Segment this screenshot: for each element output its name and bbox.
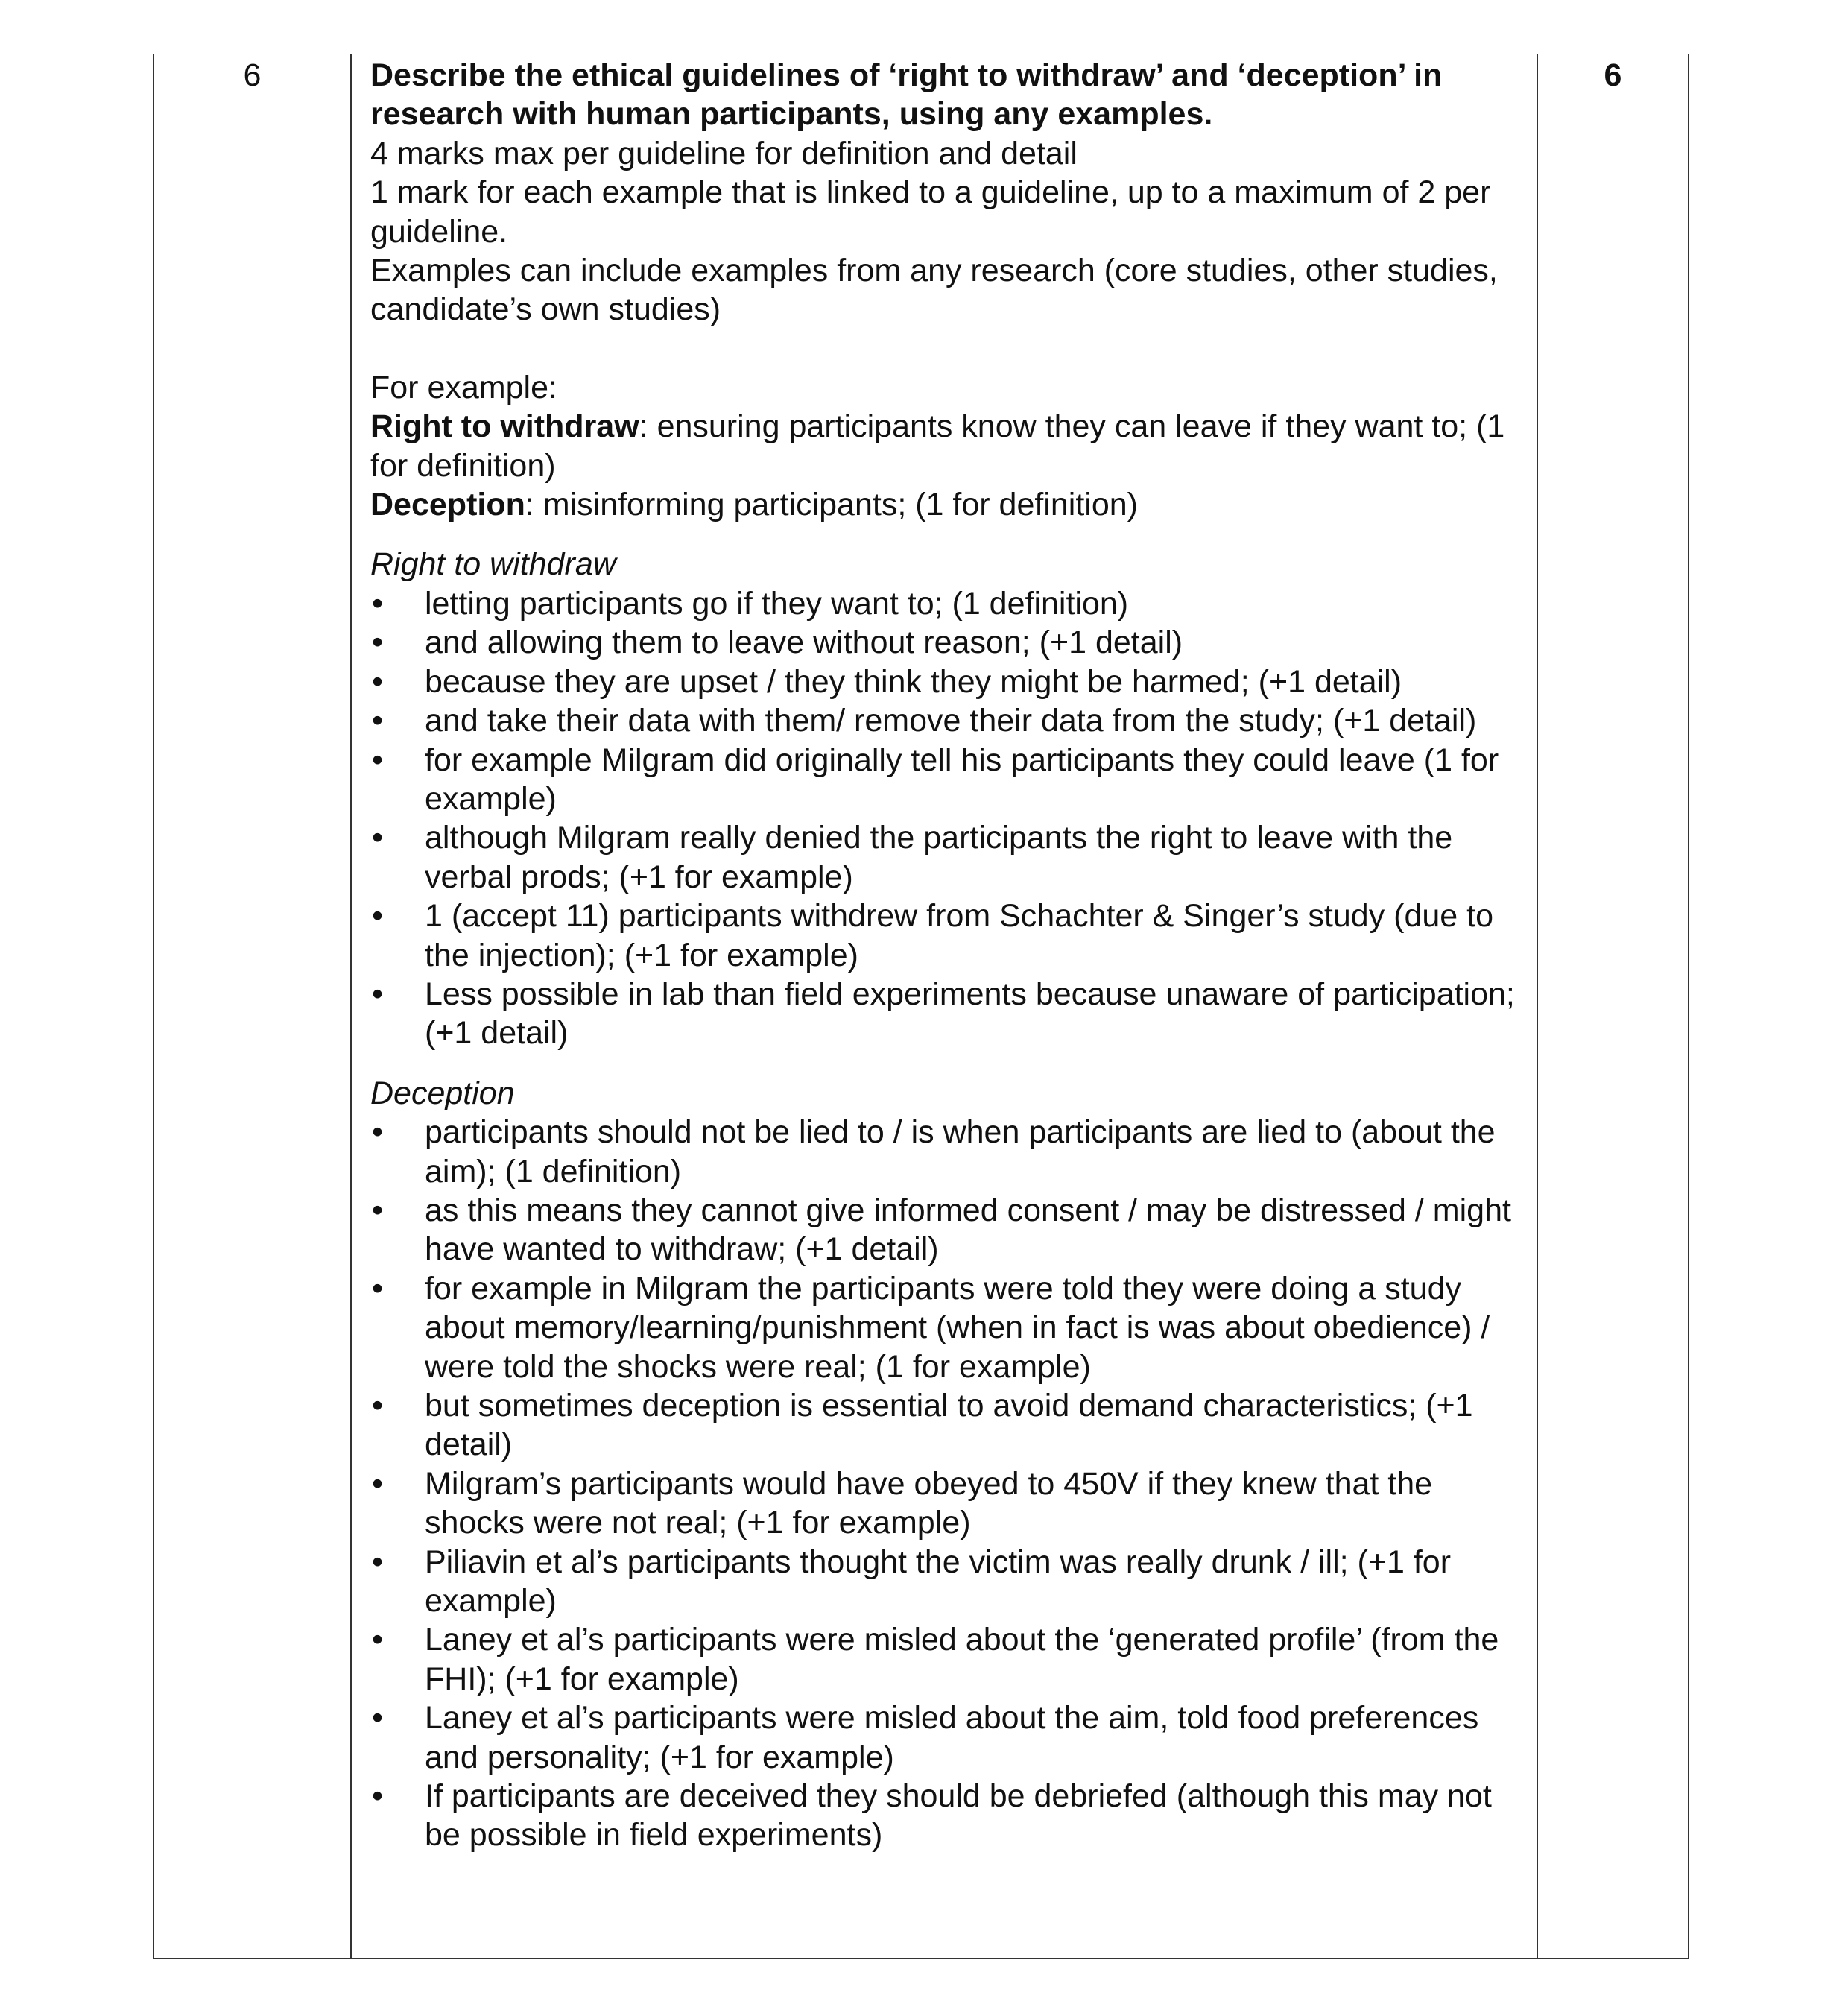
bullet-list-right-to-withdraw (370, 584, 1525, 1053)
column-divider (350, 54, 352, 1958)
list-item: • Laney et al’s participants were misled about the ‘generated profile’ (from the FHI); (+1 for example) (372, 1622, 1499, 1697)
list-item: • because they are upset / they think they might be harmed; (+1 detail) (370, 663, 1525, 701)
list-item: • Milgram’s participants would have obeyed to 450V if they knew that the shocks were not real; (+1 for example) (372, 1465, 1433, 1541)
column-divider (1537, 54, 1538, 1958)
bullet-icon: • (372, 625, 384, 661)
bullet-icon: • (372, 1114, 384, 1151)
list-item: • and allowing them to leave without reason; (+1 detail) (370, 623, 1525, 662)
bullet-icon: • (372, 1778, 384, 1815)
mark-scheme-table (153, 54, 1689, 1959)
list-item: • participants should not be lied to / is when participants are lied to (about the aim); (1 definition) (372, 1114, 1496, 1189)
definition-term: Deception (370, 487, 525, 523)
question-number: 6 (243, 57, 262, 93)
bullet-icon: • (372, 585, 384, 622)
bullet-icon: • (372, 1700, 384, 1737)
list-item: • Less possible in lab than field experiments because unaware of participation; (+1 detail) (372, 976, 1515, 1052)
list-item: • for example in Milgram the participants were told they were doing a study about memory/learning/punishment (when in fact is was about obedience) / were told the shocks were real; (1 for example) (372, 1270, 1490, 1385)
for-example-label: For example: (370, 369, 557, 405)
list-item: • Piliavin et al’s participants thought the victim was really drunk / ill; (+1 for example) (372, 1543, 1452, 1620)
definition-right-to-withdraw (370, 407, 1525, 485)
list-item: • 1 (accept 11) participants withdrew from Schachter & Singer’s study (due to the injection); (+1 for example) (372, 898, 1494, 973)
definition-text: : misinforming participants; (1 for definition) (525, 487, 1138, 523)
list-item: • letting participants go if they want to; (1 definition) (370, 584, 1525, 623)
section-heading: Deception (370, 1075, 515, 1111)
answer-guidance (370, 54, 1525, 1855)
marks-total: 6 (1604, 57, 1622, 93)
guidance-line: 1 mark for each example that is linked to a guideline, up to a maximum of 2 per guideline. (370, 174, 1491, 250)
definition-text: : ensuring participants know they can leave if they want to; (1 for definition) (370, 408, 1505, 484)
bullet-icon: • (372, 976, 384, 1012)
bullet-icon: • (372, 742, 384, 778)
bullet-icon: • (372, 1543, 384, 1580)
bullet-icon: • (372, 898, 384, 935)
question-title: Describe the ethical guidelines of ‘right to withdraw’ and ‘deception’ in research with human participants, using any examples. (370, 57, 1443, 133)
list-item: • and take their data with them/ remove their data from the study; (+1 detail) (370, 701, 1525, 740)
bullet-icon: • (372, 820, 384, 856)
bullet-icon: • (372, 703, 384, 739)
list-item: • but sometimes deception is essential to avoid demand characteristics; (+1 detail) (372, 1388, 1473, 1463)
list-item: • as this means they cannot give informed consent / may be distressed / might have wanted to withdraw; (+1 detail) (372, 1192, 1511, 1268)
section-heading: Right to withdraw (370, 546, 616, 583)
list-item: • If participants are deceived they should be debriefed (although this may not be possible in field experiments) (372, 1778, 1492, 1854)
bullet-icon: • (372, 1465, 384, 1502)
definition-deception (370, 485, 1525, 524)
guidance-line: 4 marks max per guideline for definition and detail (370, 135, 1078, 171)
guidance-line: Examples can include examples from any research (core studies, other studies, candidate’s own studies) (370, 253, 1498, 328)
bullet-icon: • (372, 1192, 384, 1228)
list-item: • for example Milgram did originally tell his participants they could leave (1 for example) (372, 742, 1499, 817)
bullet-icon: • (372, 1388, 384, 1423)
definition-term: Right to withdraw (370, 408, 639, 445)
bullet-list-deception (370, 1113, 1525, 1855)
list-item: • although Milgram really denied the participants the right to leave with the verbal prods; (+1 for example) (372, 820, 1453, 895)
bullet-icon: • (372, 663, 384, 700)
bullet-icon: • (372, 1622, 384, 1658)
bullet-icon: • (372, 1270, 384, 1306)
list-item: • Laney et al’s participants were misled about the aim, told food preferences and personality; (+1 for example) (372, 1700, 1479, 1775)
